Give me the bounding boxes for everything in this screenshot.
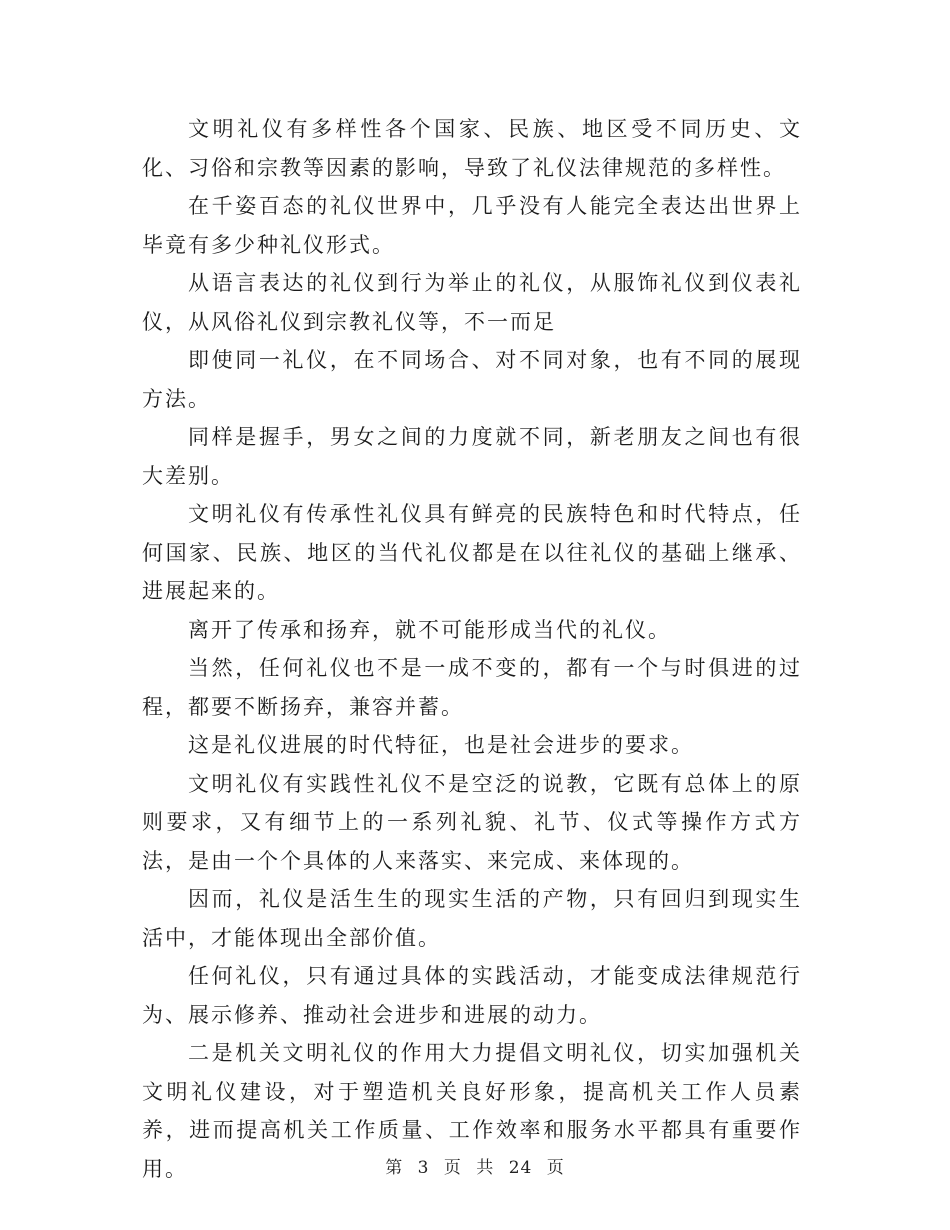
paragraph: 二是机关文明礼仪的作用大力提倡文明礼仪，切实加强机关文明礼仪建设，对于塑造机关良好形象，提高机关工作人员素养，进而提高机关工作质量、工作效率和服务水平都具有重要作用。: [142, 1041, 802, 1181]
paragraph: 文明礼仪有实践性礼仪不是空泛的说教，它既有总体上的原则要求，又有细节上的一系列礼貌、礼节、仪式等操作方式方法，是由一个个具体的人来落实、来完成、来体现的。: [142, 771, 802, 873]
paragraph: 因而，礼仪是活生生的现实生活的产物，只有回归到现实生活中，才能体现出全部价值。: [142, 887, 802, 950]
footer-page-word: 页: [443, 1158, 462, 1178]
footer-suffix: 页: [546, 1158, 565, 1178]
footer-prefix: 第: [385, 1158, 404, 1178]
page-footer: [0, 1153, 950, 1178]
paragraph: 文明礼仪有多样性各个国家、民族、地区受不同历史、文化、习俗和宗教等因素的影响，导致了礼仪法律规范的多样性。: [142, 117, 802, 180]
footer-total-word: 共: [476, 1158, 495, 1178]
paragraph: 任何礼仪，只有通过具体的实践活动，才能变成法律规范行为、展示修养、推动社会进步和进展的动力。: [142, 964, 802, 1027]
paragraph: 即使同一礼仪，在不同场合、对不同对象，也有不同的展现方法。: [142, 348, 802, 411]
total-pages-number: 24: [508, 1158, 533, 1178]
document-body: [142, 110, 802, 1188]
paragraph: 这是礼仪进展的时代特征，也是社会进步的要求。: [188, 733, 694, 757]
current-page-number: 3: [417, 1158, 430, 1178]
paragraph: 文明礼仪有传承性礼仪具有鲜亮的民族特色和时代特点，任何国家、民族、地区的当代礼仪都是在以往礼仪的基础上继承、进展起来的。: [142, 502, 802, 603]
paragraph: 在千姿百态的礼仪世界中，几乎没有人能完全表达出世界上毕竟有多少种礼仪形式。: [142, 194, 802, 257]
paragraph: 从语言表达的礼仪到行为举止的礼仪，从服饰礼仪到仪表礼仪，从风俗礼仪到宗教礼仪等，不一而足: [142, 271, 802, 334]
paragraph: 离开了传承和扬弃，就不可能形成当代的礼仪。: [188, 617, 671, 642]
paragraph: 同样是握手，男女之间的力度就不同，新老朋友之间也有很大差别。: [142, 425, 802, 488]
paragraph: 当然，任何礼仪也不是一成不变的，都有一个与时俱进的过程，都要不断扬弃，兼容并蓄。: [142, 656, 802, 719]
